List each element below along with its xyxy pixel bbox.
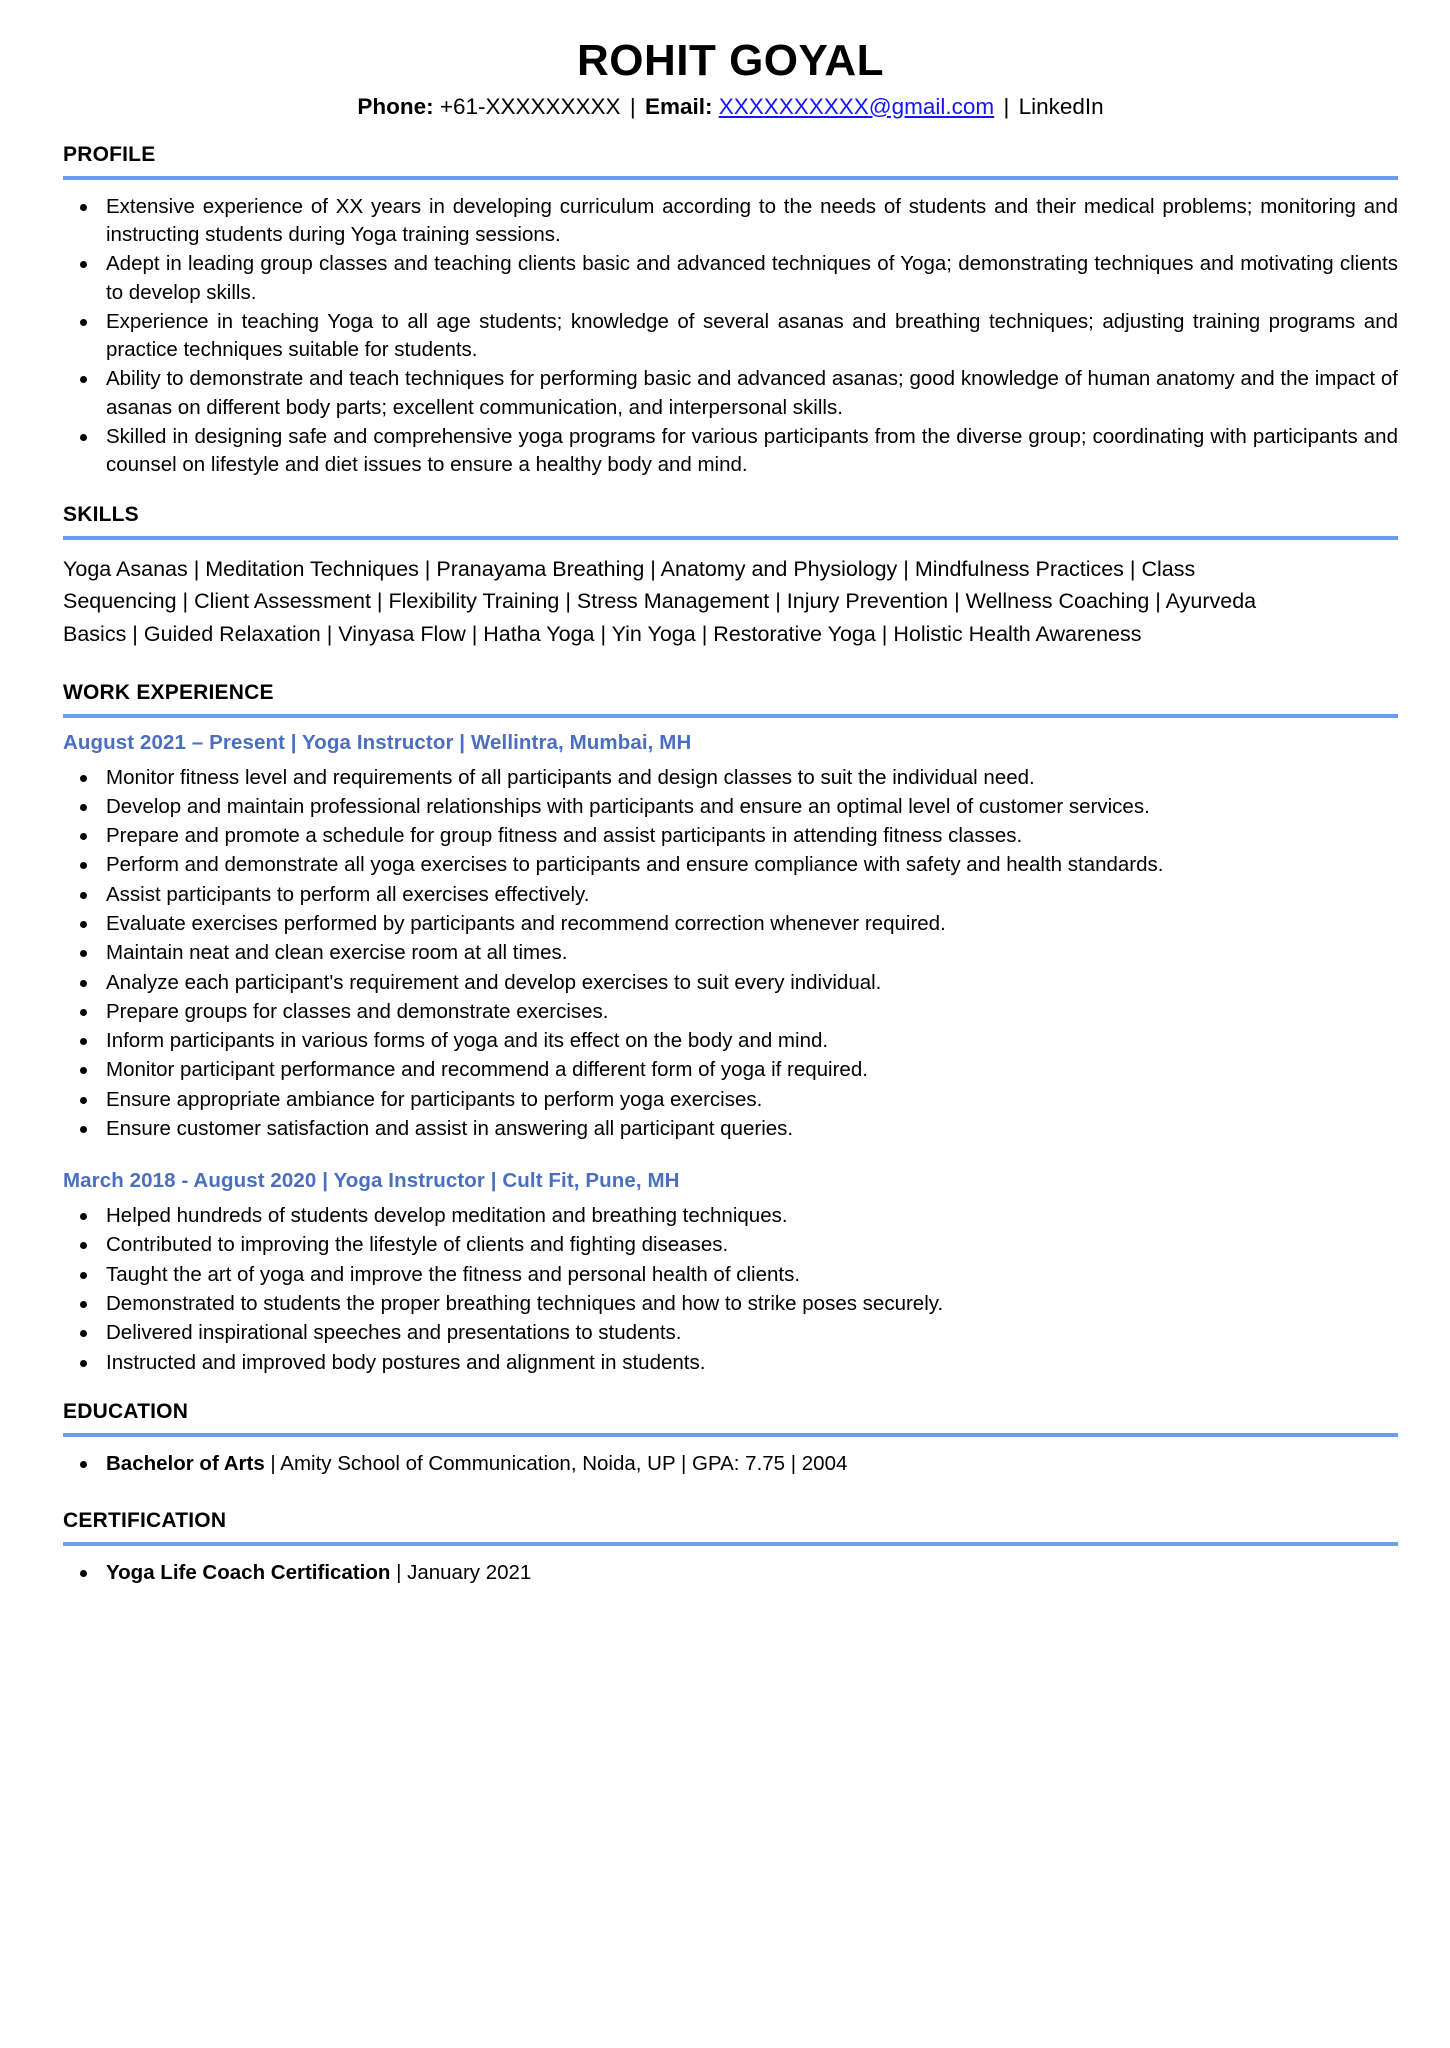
section-divider-education bbox=[63, 1433, 1398, 1437]
list-item: Assist participants to perform all exercises effectively. bbox=[63, 881, 1398, 909]
section-title-certification: CERTIFICATION bbox=[63, 1509, 227, 1533]
contact-separator-1: | bbox=[629, 93, 636, 119]
section-profile bbox=[63, 143, 1398, 480]
section-title-work: WORK EXPERIENCE bbox=[63, 680, 274, 704]
spacer bbox=[63, 481, 1398, 499]
certification-list bbox=[63, 1559, 1398, 1587]
list-item: Instructed and improved body postures and alignment in students. bbox=[63, 1349, 1398, 1377]
job-entry bbox=[63, 731, 1398, 1144]
section-education bbox=[63, 1400, 1398, 1478]
section-divider-work bbox=[63, 714, 1398, 718]
certification-title: Yoga Life Coach Certification bbox=[106, 1561, 391, 1585]
section-certification bbox=[63, 1509, 1398, 1587]
skills-text: Yoga Asanas | Meditation Techniques | Pranayama Breathing | Anatomy and Physiology | Mindfulness Practices | Class Sequencing | Client Assessment | Flexibility Training | Stress Management | Injury Prevention | Wellness Coaching | Ayurveda Basics | Guided Relaxation | Vinyasa Flow | Hatha Yoga | Yin Yoga | Restorative Yoga | Holistic Health Awareness bbox=[63, 556, 1257, 646]
list-item: Inform participants in various forms of yoga and its effect on the body and mind. bbox=[63, 1027, 1398, 1055]
job-heading: August 2021 – Present | Yoga Instructor | Wellintra, Mumbai, MH bbox=[63, 730, 692, 754]
job-bullet-list bbox=[63, 1202, 1398, 1377]
spacer bbox=[63, 1378, 1398, 1396]
contact-separator-2: | bbox=[1003, 93, 1010, 119]
certification-details: | January 2021 bbox=[390, 1561, 532, 1585]
education-details: | Amity School of Communication, Noida, UP | GPA: 7.75 | 2004 bbox=[264, 1451, 848, 1475]
section-title-education: EDUCATION bbox=[63, 1399, 189, 1423]
job-heading: March 2018 - August 2020 | Yoga Instructor | Cult Fit, Pune, MH bbox=[63, 1169, 680, 1193]
section-title-skills: SKILLS bbox=[63, 502, 139, 526]
list-item bbox=[63, 1450, 1398, 1478]
list-item: Prepare groups for classes and demonstrate exercises. bbox=[63, 998, 1398, 1026]
linkedin-link[interactable]: LinkedIn bbox=[1018, 93, 1104, 119]
section-divider-skills bbox=[63, 536, 1398, 540]
section-title-profile: PROFILE bbox=[63, 142, 156, 166]
list-item: Ensure customer satisfaction and assist in answering all participant queries. bbox=[63, 1115, 1398, 1143]
job-entry bbox=[63, 1169, 1398, 1377]
section-skills bbox=[63, 503, 1398, 651]
section-divider-certification bbox=[63, 1542, 1398, 1546]
spacer bbox=[63, 651, 1398, 677]
email-label: Email: bbox=[644, 93, 713, 119]
list-item: Adept in leading group classes and teaching clients basic and advanced techniques of Yoga; demonstrating techniques and motivating clients to develop skills. bbox=[63, 250, 1398, 307]
list-item: Monitor participant performance and recommend a different form of yoga if required. bbox=[63, 1056, 1398, 1084]
education-degree: Bachelor of Arts bbox=[106, 1451, 265, 1475]
list-item: Contributed to improving the lifestyle of clients and fighting diseases. bbox=[63, 1231, 1398, 1259]
list-item bbox=[63, 1559, 1398, 1587]
list-item: Demonstrated to students the proper breathing techniques and how to strike poses securely. bbox=[63, 1290, 1398, 1318]
section-work-experience bbox=[63, 681, 1398, 1377]
job-bullet-list bbox=[63, 764, 1398, 1144]
list-item: Develop and maintain professional relationships with participants and ensure an optimal level of customer services. bbox=[63, 793, 1398, 821]
section-divider-profile bbox=[63, 176, 1398, 180]
list-item: Delivered inspirational speeches and presentations to students. bbox=[63, 1319, 1398, 1347]
candidate-name: ROHIT GOYAL bbox=[576, 36, 884, 85]
list-item: Skilled in designing safe and comprehensive yoga programs for various participants from the diverse group; coordinating with participants and counsel on lifestyle and diet issues to ensure a healthy body and mind. bbox=[63, 423, 1398, 480]
list-item: Monitor fitness level and requirements of all participants and design classes to suit the individual need. bbox=[63, 764, 1398, 792]
phone-value: +61-XXXXXXXXX bbox=[433, 93, 627, 119]
phone-label: Phone: bbox=[357, 93, 434, 119]
list-item: Prepare and promote a schedule for group fitness and assist participants in attending fitness classes. bbox=[63, 822, 1398, 850]
list-item: Helped hundreds of students develop meditation and breathing techniques. bbox=[63, 1202, 1398, 1230]
list-item: Perform and demonstrate all yoga exercises to participants and ensure compliance with safety and health standards. bbox=[63, 851, 1398, 879]
profile-bullet-list bbox=[63, 193, 1398, 480]
education-list bbox=[63, 1450, 1398, 1478]
contact-line bbox=[63, 93, 1398, 121]
list-item: Taught the art of yoga and improve the fitness and personal health of clients. bbox=[63, 1261, 1398, 1289]
list-item: Ensure appropriate ambiance for participants to perform yoga exercises. bbox=[63, 1086, 1398, 1114]
list-item: Ability to demonstrate and teach techniques for performing basic and advanced asanas; good knowledge of human anatomy and the impact of asanas on different body parts; excellent communication, and interpersonal skills. bbox=[63, 365, 1398, 422]
list-item: Evaluate exercises performed by participants and recommend correction whenever required. bbox=[63, 910, 1398, 938]
email-link[interactable]: XXXXXXXXXX@gmail.com bbox=[718, 93, 995, 119]
list-item: Maintain neat and clean exercise room at all times. bbox=[63, 939, 1398, 967]
list-item: Analyze each participant's requirement and develop exercises to suit every individual. bbox=[63, 969, 1398, 997]
list-item: Extensive experience of XX years in developing curriculum according to the needs of students and their medical problems; monitoring and instructing students during Yoga training sessions. bbox=[63, 193, 1398, 250]
resume-header bbox=[63, 36, 1398, 121]
spacer bbox=[63, 1479, 1398, 1505]
list-item: Experience in teaching Yoga to all age students; knowledge of several asanas and breathing techniques; adjusting training programs and practice techniques suitable for students. bbox=[63, 308, 1398, 365]
